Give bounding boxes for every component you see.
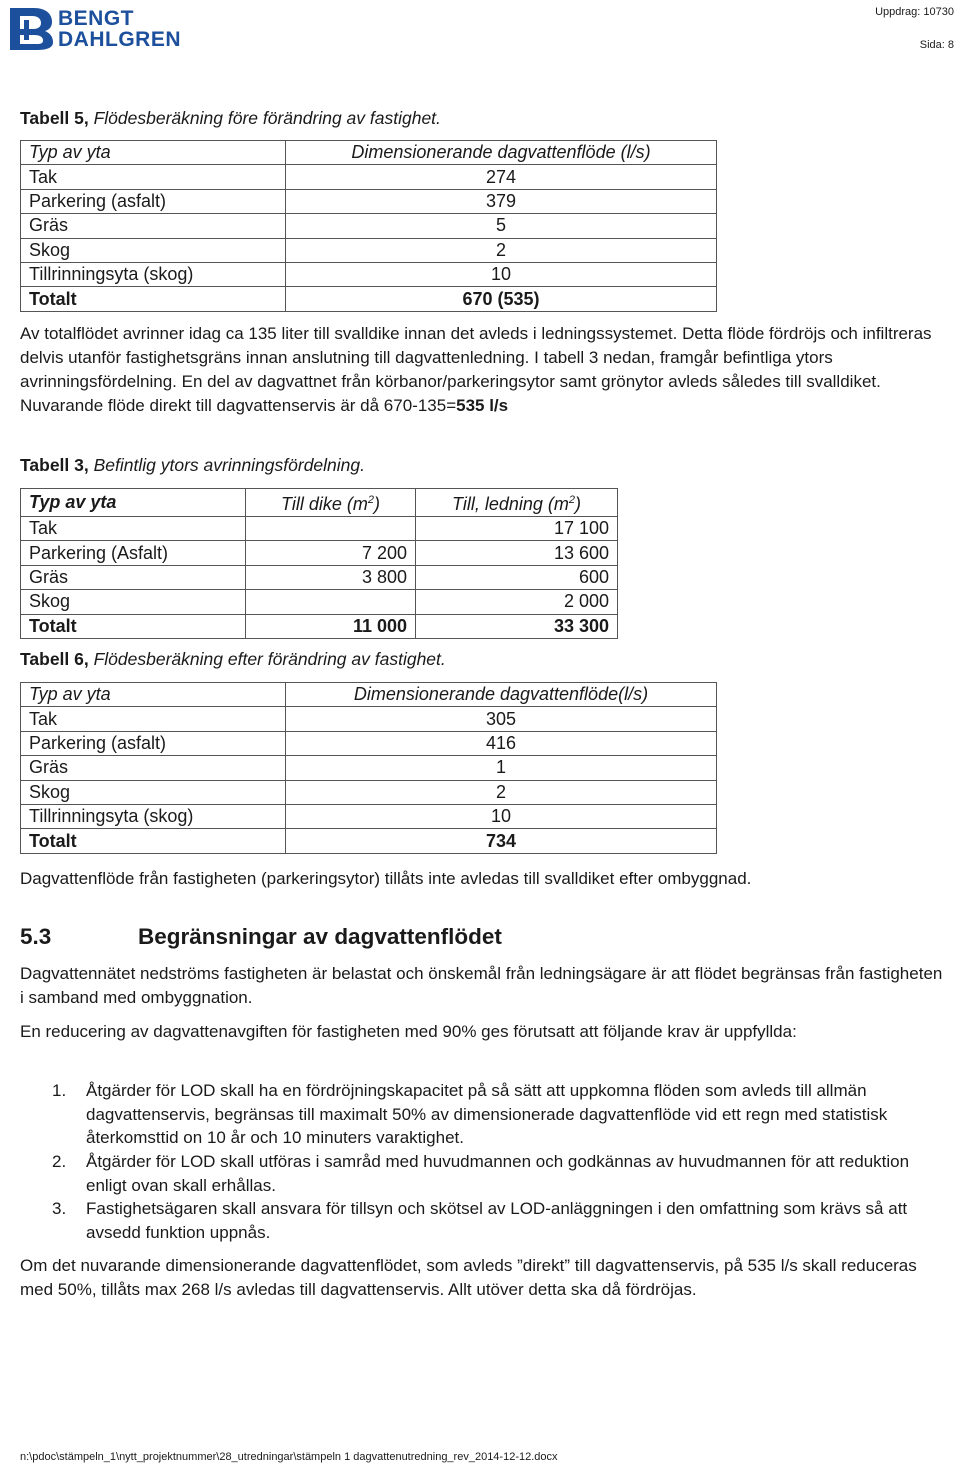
table-row <box>21 590 618 614</box>
table-row <box>21 731 717 755</box>
superscript: 2 <box>568 494 575 506</box>
section-heading <box>20 924 502 950</box>
logo-text-bengt: BENGT <box>58 7 134 30</box>
table-cell: Parkering (asfalt) <box>21 731 286 755</box>
table-cell: 3 800 <box>246 565 416 589</box>
table-cell: Skog <box>21 590 246 614</box>
table5-caption-label: Tabell 5, <box>20 108 89 128</box>
table-row <box>21 189 717 213</box>
table-header-cell <box>246 489 416 517</box>
body-paragraph: Dagvattenflöde från fastigheten (parkeringsytor) tillåts inte avledas till svalldiket efter ombyggnad. <box>20 869 752 888</box>
table-cell <box>246 517 416 541</box>
table-cell: Skog <box>21 238 286 262</box>
list-item <box>52 1079 945 1150</box>
table-cell: Gräs <box>21 565 246 589</box>
table-row <box>21 238 717 262</box>
table-cell: 17 100 <box>416 517 618 541</box>
table-cell <box>246 590 416 614</box>
table-header-row <box>21 489 618 517</box>
table-header-cell: Dimensionerande dagvattenflöde(l/s) <box>286 683 717 707</box>
table-header-cell: Dimensionerande dagvattenflöde (l/s) <box>286 141 717 165</box>
table-cell: Totalt <box>21 287 286 311</box>
table5-caption-text: Flödesberäkning före förändring av fastighet. <box>93 108 441 128</box>
header-text: ) <box>373 494 380 514</box>
table-total-row <box>21 829 717 853</box>
table-cell: 600 <box>416 565 618 589</box>
header-text: Till, ledning (m <box>451 494 569 514</box>
table-header-row <box>21 683 717 707</box>
table-cell: Tillrinningsyta (skog) <box>21 804 286 828</box>
table-cell: 1 <box>286 756 717 780</box>
table-cell: Parkering (asfalt) <box>21 189 286 213</box>
list-number: 1. <box>52 1081 67 1100</box>
table-header-cell: Typ av yta <box>21 683 286 707</box>
table-cell: Gräs <box>21 214 286 238</box>
table-row <box>21 780 717 804</box>
logo-mark-icon <box>8 6 54 50</box>
table-cell: 305 <box>286 707 717 731</box>
table-cell: 2 000 <box>416 590 618 614</box>
table-row <box>21 262 717 286</box>
table-cell: 2 <box>286 238 717 262</box>
table-cell: 2 <box>286 780 717 804</box>
table-cell: Skog <box>21 780 286 804</box>
paragraph-text: Av totalflödet avrinner idag ca 135 liter till svalldike innan det avleds i ledningssystemet. Detta flöde fördröjs och infiltreras delvis utanför fastighetsgräns innan anslutning till dagvattenledning. I tabell 3 nedan, framgår befintliga ytors avrinningsfördelning. En del av dagvattnet från körbanor/parkeringsytor samt grönytor avleds således till svalldiket. Nuvarande flöde direkt till dagvattenservis är då 670-135= <box>20 324 932 415</box>
body-paragraph: En reducering av dagvattenavgiften för fastigheten med 90% ges förutsatt att följande krav är uppfyllda: <box>20 1022 797 1041</box>
table-cell: Gräs <box>21 756 286 780</box>
body-paragraph <box>20 322 945 418</box>
table-cell: 10 <box>286 262 717 286</box>
list-text: Åtgärder för LOD skall utföras i samråd med huvudmannen och godkännas av huvudmannen för att reduktion enligt ovan skall erhållas. <box>86 1152 910 1195</box>
table-cell: Totalt <box>21 614 246 638</box>
table-cell: 7 200 <box>246 541 416 565</box>
table-cell: 379 <box>286 189 717 213</box>
page-number: Sida: 8 <box>919 39 954 51</box>
table-cell: 5 <box>286 214 717 238</box>
table6 <box>20 682 717 854</box>
table3-caption <box>20 453 365 477</box>
table-cell: 416 <box>286 731 717 755</box>
list-item <box>52 1150 945 1197</box>
paragraph-bold-value: 535 l/s <box>456 396 509 415</box>
table-cell: Tak <box>21 707 286 731</box>
table-cell: 10 <box>286 804 717 828</box>
table-row <box>21 517 618 541</box>
table-row <box>21 756 717 780</box>
table-cell: Parkering (Asfalt) <box>21 541 246 565</box>
table-cell: Totalt <box>21 829 286 853</box>
table-cell: 33 300 <box>416 614 618 638</box>
table6-caption <box>20 647 446 671</box>
table-header-row <box>21 141 717 165</box>
header-text: Till dike (m <box>281 494 368 514</box>
footer-file-path: n:\pdoc\stämpeln_1\nytt_projektnummer\28_utredningar\stämpeln 1 dagvattenutredning_rev_2014-12-12.docx <box>20 1451 558 1463</box>
table-row <box>21 214 717 238</box>
list-text: Fastighetsägaren skall ansvara för tillsyn och skötsel av LOD-anläggningen i den omfattning som krävs så att avsedd funktion uppnås. <box>86 1199 908 1242</box>
list-number: 3. <box>52 1199 67 1218</box>
body-paragraph: Dagvattennätet nedströms fastigheten är belastat och önskemål från ledningsägare är att flödet begränsas från fastigheten i samband med ombyggnation. <box>20 964 943 1007</box>
table6-caption-label: Tabell 6, <box>20 649 89 669</box>
table5 <box>20 140 717 312</box>
table-row <box>21 165 717 189</box>
table-cell: Tillrinningsyta (skog) <box>21 262 286 286</box>
assignment-number: Uppdrag: 10730 <box>875 6 954 18</box>
table5-caption <box>20 106 441 130</box>
table3 <box>20 488 618 639</box>
table3-caption-label: Tabell 3, <box>20 455 89 475</box>
table-cell: 11 000 <box>246 614 416 638</box>
table-cell: Tak <box>21 165 286 189</box>
list-item <box>52 1197 945 1244</box>
table6-caption-text: Flödesberäkning efter förändring av fastighet. <box>93 649 446 669</box>
body-paragraph: Om det nuvarande dimensionerande dagvattenflödet, som avleds ”direkt” till dagvattenservis, på 535 l/s skall reduceras med 50%, tillåts max 268 l/s avledas till dagvattenservis. Allt utöver detta ska då fördröjas. <box>20 1256 917 1299</box>
header-text: ) <box>575 494 581 514</box>
table-header-cell: Typ av yta <box>21 489 246 517</box>
logo-text-dahlgren: DAHLGREN <box>58 28 181 51</box>
section-title: Begränsningar av dagvattenflödet <box>138 924 502 949</box>
table-header-cell <box>416 489 618 517</box>
table-cell: 13 600 <box>416 541 618 565</box>
table-cell: 734 <box>286 829 717 853</box>
section-number: 5.3 <box>20 924 52 949</box>
table3-caption-text: Befintlig ytors avrinningsfördelning. <box>93 455 366 475</box>
table-row <box>21 541 618 565</box>
table-row <box>21 565 618 589</box>
table-cell: 670 (535) <box>286 287 717 311</box>
table-row <box>21 707 717 731</box>
list-number: 2. <box>52 1152 67 1171</box>
table-row <box>21 804 717 828</box>
superscript: 2 <box>367 494 374 506</box>
table-cell: 274 <box>286 165 717 189</box>
company-logo <box>8 4 188 50</box>
table-total-row <box>21 287 717 311</box>
table-header-cell: Typ av yta <box>21 141 286 165</box>
table-cell: Tak <box>21 517 246 541</box>
list-text: Åtgärder för LOD skall ha en fördröjningskapacitet på så sätt att uppkomna flöden som avleds till allmän dagvattenservis, begränsas till maximalt 50% av dimensionerade dagvattenflöde vid ett regn med statistisk återkomsttid on 10 år och 10 minuters varaktighet. <box>86 1081 888 1147</box>
table-total-row <box>21 614 618 638</box>
